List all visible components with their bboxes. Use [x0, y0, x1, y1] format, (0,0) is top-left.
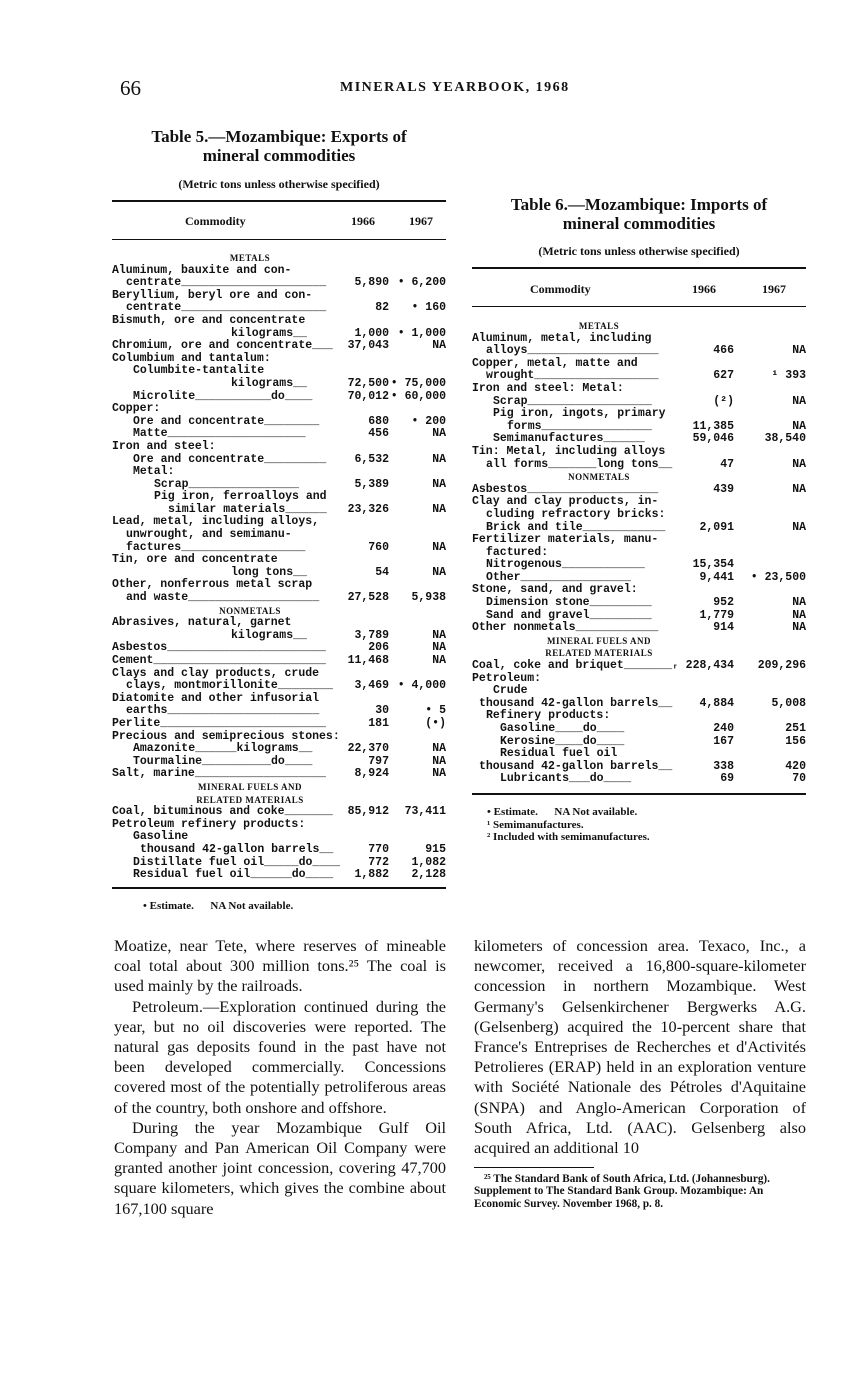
- table-row: [112, 378, 446, 391]
- table-row: [112, 466, 446, 479]
- table-row: [112, 768, 446, 781]
- commodity-label: Scrap__________________: [493, 394, 652, 408]
- value-1967: 420: [785, 759, 806, 773]
- value-1967: • 6,200: [397, 276, 446, 290]
- commodity-label: thousand 42-gallon barrels__: [479, 696, 673, 710]
- commodity-label: thousand 42-gallon barrels__: [140, 842, 334, 856]
- table-row: [472, 383, 806, 396]
- value-1966: 1,000: [354, 326, 389, 340]
- value-1967: NA: [792, 596, 806, 610]
- table-row: [112, 391, 446, 404]
- commodity-label: Tourmaline__________do____: [133, 754, 313, 768]
- value-1967: NA: [792, 394, 806, 408]
- commodity-label: factures__________________: [126, 540, 306, 554]
- commodity-label: and waste___________________: [126, 591, 320, 605]
- commodity-label: Beryllium, beryl ore and con-: [112, 288, 313, 302]
- table-row: [472, 773, 806, 786]
- table-row: [472, 408, 806, 421]
- value-1966: 85,912: [347, 805, 389, 819]
- table-row: [112, 554, 446, 567]
- commodity-label: kilograms__: [231, 326, 307, 340]
- section-heading: METALS: [229, 253, 271, 263]
- table6-footnote-2: ¹ Semimanufactures.: [487, 819, 584, 831]
- table6-bottom-rule: [472, 793, 806, 795]
- value-1967: NA: [432, 742, 446, 756]
- table6-subtitle: (Metric tons unless otherwise specified): [538, 244, 740, 258]
- value-1967: • 4,000: [397, 679, 446, 693]
- commodity-label: all forms_______long tons__: [486, 457, 673, 471]
- value-1966: 240: [713, 722, 734, 735]
- value-1967: NA: [432, 565, 446, 579]
- value-1967: NA: [432, 754, 446, 768]
- value-1967: NA: [792, 482, 806, 496]
- value-1966: 1,882: [354, 868, 389, 882]
- section-heading-row: [112, 781, 446, 794]
- value-1966: 82: [375, 301, 389, 315]
- commodity-label: Crude: [493, 684, 528, 698]
- table-row: [112, 403, 446, 416]
- commodity-label: Coal, bituminous and coke_______: [112, 805, 333, 819]
- table-row: [112, 441, 446, 454]
- value-1966: 3,469: [354, 679, 389, 693]
- commodity-label: Salt, marine___________________: [112, 767, 326, 781]
- commodity-label: Brick and tile____________: [486, 520, 666, 534]
- commodity-label: cluding refractory bricks:: [486, 507, 666, 521]
- value-1966: 914: [713, 621, 734, 635]
- table-row: [112, 491, 446, 504]
- commodity-label: Pig iron, ferroalloys and: [154, 490, 327, 504]
- commodity-label: Tin, ore and concentrate: [112, 553, 278, 567]
- commodity-label: thousand 42-gallon barrels__: [479, 759, 673, 773]
- table-row: [112, 277, 446, 290]
- table6-footnote-3: ² Included with semimanufactures.: [487, 831, 650, 843]
- table-row: [112, 869, 446, 882]
- value-1966: 15,354: [692, 558, 734, 572]
- value-1967: NA: [432, 767, 446, 781]
- commodity-label: Other, nonferrous metal scrap: [112, 578, 313, 592]
- commodity-label: Chromium, ore and concentrate___: [112, 339, 333, 353]
- body-paragraph-1: Moatize, near Tete, where reserves of mineable coal total about 300 million tons.²⁵ The coal is used mainly by the railroads.: [114, 936, 446, 996]
- value-1966: (²): [713, 394, 734, 408]
- value-1967: (•): [425, 716, 446, 730]
- table5-title-line1: Table 5.—Mozambique: Exports of: [151, 127, 407, 146]
- table-row: [472, 534, 806, 547]
- table6-title-line1: Table 6.—Mozambique: Imports of: [510, 195, 768, 214]
- value-1967: NA: [432, 628, 446, 642]
- value-1967: NA: [432, 477, 446, 491]
- table5-col-1967: 1967: [409, 214, 433, 228]
- table-row: [472, 446, 806, 459]
- section-heading-row: [112, 252, 446, 265]
- commodity-label: similar materials______: [168, 502, 327, 516]
- value-1966: 11,385: [692, 419, 734, 433]
- commodity-label: Columbite-tantalite: [133, 364, 265, 378]
- section-heading: NONMETALS: [568, 472, 630, 483]
- table5-body: [112, 252, 446, 882]
- body-right-column: [474, 936, 806, 1158]
- value-1967: 73,411: [404, 805, 446, 819]
- table5-col-1966: 1966: [351, 214, 375, 228]
- commodity-label: Scrap________________: [154, 477, 299, 491]
- table-row: [472, 748, 806, 761]
- value-1966: 54: [375, 565, 389, 579]
- value-1967: 156: [785, 734, 806, 748]
- value-1967: • 60,000: [390, 389, 446, 403]
- table-row: [472, 685, 806, 698]
- table6-body: [472, 320, 806, 786]
- footnote-25: ²⁵ The Standard Bank of South Africa, Ltd. (Johannesburg). Supplement to The Standard Bank Group. Mozambique: An Economic Survey. November 1968, p. 8.: [474, 1173, 770, 1210]
- commodity-label: Perlite________________________: [112, 716, 326, 730]
- value-1966: 772: [368, 855, 389, 869]
- commodity-label: Amazonite______kilograms__: [133, 742, 313, 756]
- section-heading: NONMETALS: [219, 605, 281, 616]
- section-heading-row: [472, 471, 806, 484]
- value-1967: ¹ 393: [771, 369, 806, 383]
- commodity-label: Clay and clay products, in-: [472, 495, 659, 509]
- value-1966: 5,890: [354, 276, 389, 290]
- table6-head-rule: [472, 306, 806, 307]
- commodity-label: Dimension stone_________: [486, 596, 652, 610]
- value-1967: 1,082: [411, 855, 446, 869]
- commodity-label: Gasoline: [133, 830, 189, 844]
- commodity-label: Aluminum, metal, including: [472, 331, 652, 345]
- table5-top-rule: [112, 200, 446, 202]
- section-heading-row: [472, 320, 806, 333]
- commodity-label: Nitrogenous____________: [486, 558, 645, 572]
- commodity-label: Ore and concentrate________: [133, 414, 320, 428]
- commodity-label: Abrasives, natural, garnet: [112, 616, 292, 630]
- commodity-label: Pig iron, ingots, primary: [493, 407, 666, 421]
- table5-footnote: • Estimate. NA Not available.: [143, 900, 294, 912]
- commodity-label: clays, montmorillonite________: [126, 679, 334, 693]
- table6-col-commodity: Commodity: [530, 282, 591, 296]
- table5-title-line2: mineral commodities: [202, 146, 356, 165]
- commodity-label: Kerosine____do____: [500, 734, 625, 748]
- value-1967: 70: [792, 772, 806, 786]
- commodity-label: Other nonmetals____________: [472, 621, 659, 635]
- section-heading: MINERAL FUELS AND: [197, 781, 303, 792]
- commodity-label: Bismuth, ore and concentrate: [112, 313, 306, 327]
- footnote-rule: [474, 1167, 594, 1168]
- section-heading: MINERAL FUELS AND: [546, 635, 652, 646]
- running-head: MINERALS YEARBOOK, 1968: [340, 80, 570, 95]
- table-row: [112, 529, 446, 542]
- commodity-label: Asbestos_______________________: [112, 641, 326, 655]
- value-1966: 439: [713, 482, 734, 496]
- page-number: 66: [120, 76, 141, 100]
- value-1967: NA: [792, 419, 806, 433]
- table-row: [472, 660, 806, 673]
- table-row: [112, 743, 446, 756]
- body-left-column: [114, 936, 446, 1219]
- commodity-label: Microlite___________do____: [133, 389, 313, 403]
- table-row: [472, 509, 806, 522]
- value-1966: 797: [368, 754, 389, 768]
- value-1967: NA: [432, 654, 446, 667]
- value-1966: 30: [375, 704, 389, 718]
- value-1967: NA: [432, 427, 446, 441]
- commodity-label: long tons__: [231, 565, 307, 579]
- value-1967: 251: [785, 722, 806, 735]
- value-1966: 4,884: [699, 696, 734, 710]
- value-1966: 59,046: [692, 432, 734, 446]
- value-1966: 69: [720, 772, 734, 786]
- commodity-label: Matte____________________: [133, 427, 306, 441]
- commodity-label: unwrought, and semimanu-: [126, 528, 292, 542]
- section-heading-row: [472, 635, 806, 648]
- commodity-label: Iron and steel: Metal:: [472, 381, 624, 395]
- value-1966: 5,389: [354, 477, 389, 491]
- value-1966: 1,779: [699, 608, 734, 622]
- table-row: [112, 315, 446, 328]
- table-row: [472, 597, 806, 610]
- commodity-label: Clays and clay products, crude: [112, 666, 320, 680]
- table6-col-1966: 1966: [692, 282, 716, 296]
- value-1966: 456: [368, 427, 389, 441]
- commodity-label: factured:: [486, 545, 549, 559]
- body-paragraph-2: Petroleum.—Exploration continued during the year, but no oil discoveries were reported. The natural gas deposits found in the past have not been developed commercially. Concessions covered most of the potentially petroliferous areas of the country, both onshore and offshore.: [114, 996, 446, 1117]
- table-row: [112, 617, 446, 630]
- value-1967: 2,128: [411, 868, 446, 882]
- table5-head-rule: [112, 239, 446, 240]
- section-heading: METALS: [578, 321, 620, 331]
- commodity-label: Residual fuel oil: [500, 747, 618, 761]
- value-1967: NA: [432, 641, 446, 655]
- value-1966: 167: [713, 734, 734, 748]
- value-1966: 22,370: [347, 742, 389, 756]
- commodity-label: Aluminum, bauxite and con-: [112, 263, 292, 277]
- commodity-label: Refinery products:: [486, 709, 611, 723]
- commodity-label: Copper:: [112, 402, 161, 416]
- commodity-label: Columbium and tantalum:: [112, 351, 271, 365]
- commodity-label: Lead, metal, including alloys,: [112, 515, 320, 529]
- commodity-label: Gasoline____do____: [500, 722, 625, 735]
- table-row: [112, 680, 446, 693]
- table-row: [112, 806, 446, 819]
- value-1966: 6,532: [354, 452, 389, 466]
- commodity-label: kilograms__: [231, 628, 307, 642]
- table-row: [472, 723, 806, 736]
- commodity-label: Fertilizer materials, manu-: [472, 533, 659, 547]
- value-1967: • 75,000: [390, 376, 446, 390]
- value-1966: 680: [368, 414, 389, 428]
- value-1967: • 23,500: [750, 570, 806, 584]
- table5-subtitle: (Metric tons unless otherwise specified): [178, 177, 380, 191]
- value-1966: 3,789: [354, 628, 389, 642]
- table-row: [472, 459, 806, 472]
- table-row: [112, 340, 446, 353]
- table6-title-line2: mineral commodities: [562, 214, 716, 233]
- commodity-label: Petroleum:: [472, 671, 542, 685]
- value-1967: 38,540: [764, 432, 806, 446]
- commodity-label: Stone, sand, and gravel:: [472, 583, 638, 597]
- table6-top-rule: [472, 267, 806, 269]
- value-1967: • 200: [411, 414, 446, 428]
- commodity-label: centrate_____________________: [126, 301, 327, 315]
- value-1967: NA: [432, 452, 446, 466]
- commodity-label: earths______________________: [126, 704, 320, 718]
- commodity-label: Other________________: [486, 570, 631, 584]
- value-1967: NA: [432, 339, 446, 353]
- value-1966: 23,326: [347, 502, 389, 516]
- commodity-label: Semimanufactures______: [493, 432, 645, 446]
- table6-col-1967: 1967: [762, 282, 786, 296]
- commodity-label: Residual fuel oil______do____: [133, 868, 334, 882]
- section-heading: RELATED MATERIALS: [196, 794, 304, 805]
- value-1966: 466: [713, 344, 734, 358]
- value-1967: 209,296: [757, 659, 806, 673]
- value-1967: 5,938: [411, 591, 446, 605]
- table-row: [112, 718, 446, 731]
- body-paragraph-3: During the year Mozambique Gulf Oil Company and Pan American Oil Company were granted another joint concession, covering 47,700 square kilometers, which gives the combine about 167,100 square: [114, 1117, 446, 1218]
- commodity-label: Coal, coke and briquet_______: [472, 659, 673, 673]
- table-row: [112, 844, 446, 857]
- value-1967: NA: [792, 621, 806, 635]
- value-1966: 770: [368, 842, 389, 856]
- commodity-label: Tin: Metal, including alloys: [472, 444, 666, 458]
- value-1966: 72,500: [347, 376, 389, 390]
- commodity-label: Asbestos___________________: [472, 482, 659, 496]
- commodity-label: Diatomite and other infusorial: [112, 691, 320, 705]
- commodity-label: Cement_________________________: [112, 654, 326, 667]
- commodity-label: Precious and semiprecious stones:: [112, 729, 340, 743]
- value-1967: • 160: [411, 301, 446, 315]
- section-heading: RELATED MATERIALS: [545, 648, 653, 659]
- value-1966: 70,012: [347, 389, 389, 403]
- value-1966: 8,924: [354, 767, 389, 781]
- value-1966: 338: [713, 759, 734, 773]
- table-row: [112, 592, 446, 605]
- value-1966: 37,043: [347, 339, 389, 353]
- value-1967: • 5: [425, 704, 446, 718]
- value-1966: 27,528: [347, 591, 389, 605]
- commodity-label: alloys___________________: [486, 344, 659, 358]
- table-row: [472, 622, 806, 635]
- commodity-label: Copper, metal, matte and: [472, 356, 638, 370]
- commodity-label: forms________________: [507, 419, 652, 433]
- commodity-label: Distillate fuel oil_____do____: [133, 855, 341, 869]
- value-1967: • 1,000: [397, 326, 446, 340]
- commodity-label: centrate_____________________: [126, 276, 327, 290]
- value-1967: NA: [792, 344, 806, 358]
- table-row: [112, 655, 446, 668]
- commodity-label: Petroleum refinery products:: [112, 817, 306, 831]
- commodity-label: wrought__________________: [486, 369, 659, 383]
- commodity-label: Iron and steel:: [112, 439, 216, 453]
- value-1966: 206: [368, 641, 389, 655]
- value-1966: 627: [713, 369, 734, 383]
- value-1967: NA: [432, 502, 446, 516]
- value-1966: 952: [713, 596, 734, 610]
- value-1966: 9,441: [699, 570, 734, 584]
- table5-bottom-rule: [112, 887, 446, 889]
- value-1967: NA: [792, 457, 806, 471]
- commodity-label: Ore and concentrate_________: [133, 452, 327, 466]
- value-1966: 181: [368, 716, 389, 730]
- value-1967: 5,008: [771, 696, 806, 710]
- table-row: [472, 345, 806, 358]
- commodity-label: Lubricants___do____: [500, 772, 632, 786]
- table6-footnote-1: • Estimate. NA Not available.: [487, 806, 638, 818]
- commodity-label: kilograms__: [231, 376, 307, 390]
- body-paragraph-4: kilometers of concession area. Texaco, Inc., a newcomer, received a 16,800-square-kilometer concession in northern Mozambique. West Germany's Gelsenkirchener Bergwerks A.G. (Gelsenberg) acquired the 10-percent share that France's Entreprises de Recherches et d'Activités Petrolieres (ERAP) held in an exploration venture with Société Nationale des Pétroles d'Aquitaine (SNPA) and Anglo-American Corporation of South Africa, Ltd. (AAC). Gelsenberg also acquired an additional 10: [474, 936, 806, 1158]
- commodity-label: Sand and gravel_________: [486, 608, 652, 622]
- value-1967: 915: [425, 842, 446, 856]
- value-1967: NA: [792, 608, 806, 622]
- value-1966: 760: [368, 540, 389, 554]
- table5-col-commodity: Commodity: [185, 214, 246, 228]
- value-1967: NA: [432, 540, 446, 554]
- value-1966: 47: [720, 457, 734, 471]
- commodity-label: Metal:: [133, 465, 175, 479]
- value-1966: ᵣ 228,434: [671, 659, 734, 673]
- table-row: [472, 559, 806, 572]
- value-1966: 2,091: [699, 520, 734, 534]
- value-1966: 11,468: [347, 654, 389, 667]
- value-1967: NA: [792, 520, 806, 534]
